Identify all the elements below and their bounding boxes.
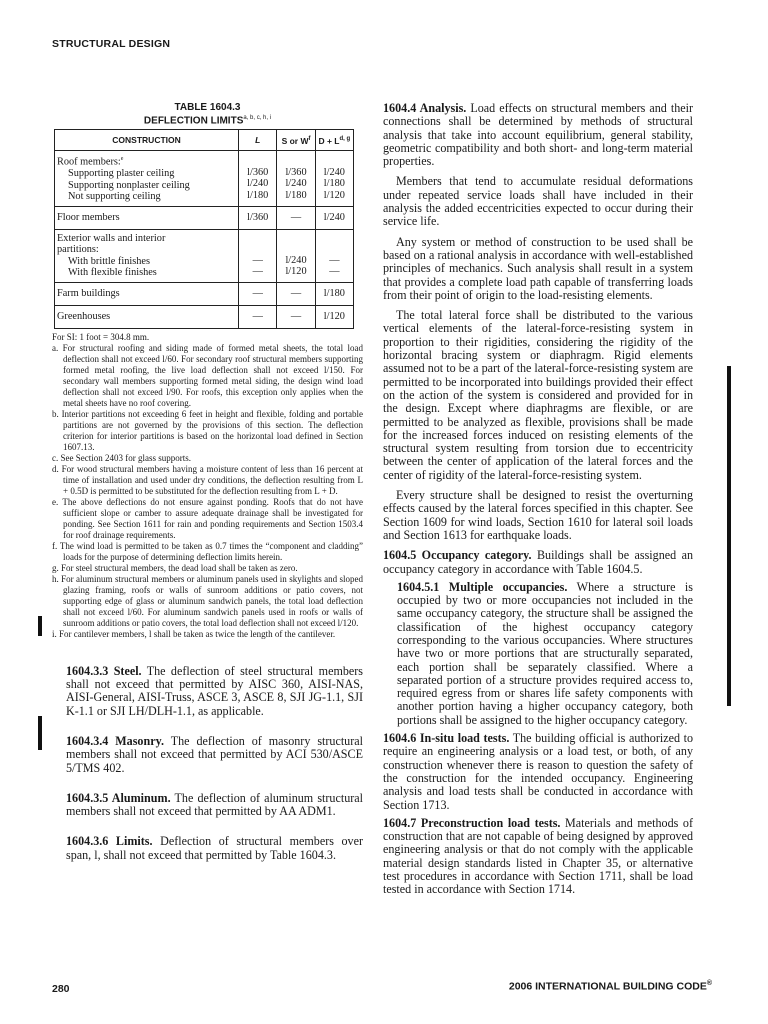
si-note: For SI: 1 foot = 304.8 mm. bbox=[52, 331, 150, 342]
col-L: L bbox=[239, 130, 277, 151]
deflection-limits-table bbox=[54, 129, 354, 328]
row-label: Farm buildings bbox=[55, 282, 239, 305]
cell-L: l/360 bbox=[239, 206, 277, 229]
table-title: DEFLECTION LIMITS$^{a, b, c, h, i}$ bbox=[143, 115, 272, 127]
footnote-d: d. For wood structural members having a moisture content of less than 16 percent at time of installation and used under dry conditions, the deflection resulting from L + 0.5D is permitted to be substituted for the deflection resulting from L + D. bbox=[52, 463, 363, 496]
page-number: 280 bbox=[52, 983, 70, 995]
cell-S: — bbox=[277, 282, 315, 305]
footnote-b: b. Interior partitions not exceeding 6 feet in height and flexible, folding and portable partitions are not governed by the provisions of this section. The deflection criterion for interior partitions is based on the horizontal load defined in Section 1607.13. bbox=[52, 408, 363, 452]
cell-L: — bbox=[239, 305, 277, 328]
section-1604-3-6: 1604.3.6 Limits. Deflection of structural members over span, l, shall not exceed that permitted by Table 1604.3. bbox=[66, 834, 363, 862]
section-1604-4: 1604.4 Analysis. Load effects on structural members and their connections shall be determined by methods of structural analysis that take into account equilibrium, general stability, geometric compatibility and both short- and long-term material properties. bbox=[383, 101, 693, 169]
running-header: STRUCTURAL DESIGN bbox=[52, 38, 171, 50]
cell-L: — bbox=[239, 282, 277, 305]
row-label: Floor members bbox=[55, 206, 239, 229]
section-1604-7: 1604.7 Preconstruction load tests. Materials and methods of construction that are not capable of being designed by approved engineering analysis or that do not comply with the applicable material design standards listed in Chapter 35, or alternative test procedures in accordance with Section 1711, shall be load tested in accordance with Section 1714. bbox=[383, 815, 693, 897]
cell-D: l/240 l/180 l/120 bbox=[315, 151, 353, 206]
table-footnotes bbox=[52, 332, 363, 640]
cell-S: l/360 l/240 l/180 bbox=[277, 151, 315, 206]
change-bar bbox=[38, 616, 42, 636]
table-row bbox=[55, 229, 354, 282]
table-header-row bbox=[55, 130, 354, 151]
footnote-c: c. See Section 2403 for glass supports. bbox=[52, 452, 191, 463]
footnote-h: h. For aluminum structural members or aluminum panels used in skylights and sloped glazing framing, roofs or walls of sunroom additions or patio covers, not supporting edge of glass or aluminum sandwich panels, the total load deflection shall not exceed l/60. For aluminum sandwich panels used in roofs or walls of sunroom additions or patio covers, the total load deflection shall not exceed l/120. bbox=[52, 573, 363, 628]
section-1604-5-1: 1604.5.1 Multiple occupancies. Where a structure is occupied by two or more occupancies not included in the same occupancy category, the structure shall be assigned the classification of the highest occupancy category corresponding to the various occupancies. Where structures have two or more portions that are structurally separated, each portion shall be separately classified. Where a separated portion of a structure provides required access to, required egress from or shares life safety components with another portion having a higher occupancy category, both portions shall be assigned to the higher occupancy category. bbox=[397, 579, 693, 727]
table-row bbox=[55, 282, 354, 305]
footnote-e: e. The above deflections do not ensure against ponding. Roofs that do not have sufficient slope or camber to assure adequate drainage shall be investigated for ponding. See Section 1611 for rain and ponding requirements and Section 1503.4 for roof drainage requirements. bbox=[52, 496, 363, 540]
table-number: TABLE 1604.3 bbox=[174, 102, 241, 113]
cell-S: — bbox=[277, 206, 315, 229]
cell-L: l/360 l/240 l/180 bbox=[239, 151, 277, 206]
paragraph: Members that tend to accumulate residual deformations under repeated service loads shall have included in their analysis the added eccentricities expected to occur during their service life. bbox=[383, 174, 693, 229]
row-label: Exterior walls and interior partitions: With brittle finishes With flexible finishes bbox=[55, 229, 239, 282]
row-label: Greenhouses bbox=[55, 305, 239, 328]
section-1604-5: 1604.5 Occupancy category. Buildings shall be assigned an occupancy category in accordance with Table 1604.5. bbox=[383, 548, 693, 576]
row-label: Roof members:$^e$ Supporting plaster ceiling Supporting nonplaster ceiling Not supporting ceiling bbox=[55, 151, 239, 206]
paragraph: Every structure shall be designed to resist the overturning effects caused by the lateral forces specified in this chapter. See Section 1609 for wind loads, Section 1610 for lateral soil loads and Section 1613 for earthquake loads. bbox=[383, 488, 693, 542]
cell-D: — — bbox=[315, 229, 353, 282]
table-row bbox=[55, 206, 354, 229]
cell-D: l/180 bbox=[315, 282, 353, 305]
cell-S: — bbox=[277, 305, 315, 328]
section-1604-3-4: 1604.3.4 Masonry. The deflection of masonry structural members shall not exceed that permitted by ACI 530/ASCE 5/TMS 402. bbox=[66, 733, 363, 775]
col-S-or-W: S or $W^f$ bbox=[277, 130, 315, 151]
right-column bbox=[383, 102, 693, 897]
change-bar bbox=[38, 716, 42, 750]
paragraph: The total lateral force shall be distributed to the various vertical elements of the lateral-force-resisting system in proportion to their rigidities, considering the rigidity of the horizontal bracing system or diaphragm. Rigid elements assumed not to be a part of the lateral-force-resisting system are permitted to be incorporated into buildings provided their effect on the action of the system is considered and provided for in the design. Except where diaphragms are flexible, or are permitted to be analyzed as flexible, provisions shall be made for the increased forces induced on resisting elements of the structural system resulting from torsion due to eccentricity between the center of application of the lateral forces and the center of rigidity of the lateral-force-resisting system. bbox=[383, 308, 693, 482]
footnote-f: f. The wind load is permitted to be taken as 0.7 times the “component and cladding” loads for the purpose of determining deflection limits herein. bbox=[52, 540, 363, 562]
cell-S: l/240 l/120 bbox=[277, 229, 315, 282]
section-1604-3-5: 1604.3.5 Aluminum. The deflection of aluminum structural members shall not exceed that permitted by AA ADM1. bbox=[66, 790, 363, 819]
section-1604-3-3: 1604.3.3 Steel. The deflection of steel structural members shall not exceed that permitted by AISC 360, AISI-NAS, AISI-General, AISI-Truss, ASCE 3, ASCE 8, SJI JG-1.1, SJI K-1.1 or SJI LH/DLH-1.1, as applicable. bbox=[66, 663, 363, 718]
left-column bbox=[52, 102, 363, 862]
paragraph: Any system or method of construction to be used shall be based on a rational analysis in accordance with well-established principles of mechanics. Such analysis shall result in a system that provides a complete load path capable of transferring loads from their point of origin to the load-resisting elements. bbox=[383, 234, 693, 302]
footnote-g: g. For steel structural members, the dead load shall be taken as zero. bbox=[52, 562, 298, 573]
footnote-i: i. For cantilever members, l shall be taken as twice the length of the cantilever. bbox=[52, 628, 336, 639]
footnote-a: a. For structural roofing and siding made of formed metal sheets, the total load deflection shall not exceed l/60. For secondary roof structural members supporting formed metal roofing, the live load deflection shall not exceed l/150. For secondary wall members supporting formed metal siding, the design wind load deflection shall not exceed l/90. For roofs, this exception only applies when the metal sheets have no roof covering. bbox=[52, 342, 363, 408]
footer-title: 2006 INTERNATIONAL BUILDING CODE® bbox=[508, 980, 712, 993]
table-row bbox=[55, 305, 354, 328]
col-construction: CONSTRUCTION bbox=[55, 130, 239, 151]
cell-L: — — bbox=[239, 229, 277, 282]
table-row bbox=[55, 151, 354, 206]
cell-D: l/120 bbox=[315, 305, 353, 328]
col-D-plus-L: D + L$^{d, g}$ bbox=[315, 130, 353, 151]
change-bar bbox=[727, 366, 731, 706]
cell-D: l/240 bbox=[315, 206, 353, 229]
section-1604-6: 1604.6 In-situ load tests. The building official is authorized to require an engineering analysis or a load test, or both, of any construction whenever there is reason to question the safety of the construction for the intended occupancy. Engineering analysis and load tests shall be conducted in accordance with Section 1713. bbox=[383, 731, 694, 812]
